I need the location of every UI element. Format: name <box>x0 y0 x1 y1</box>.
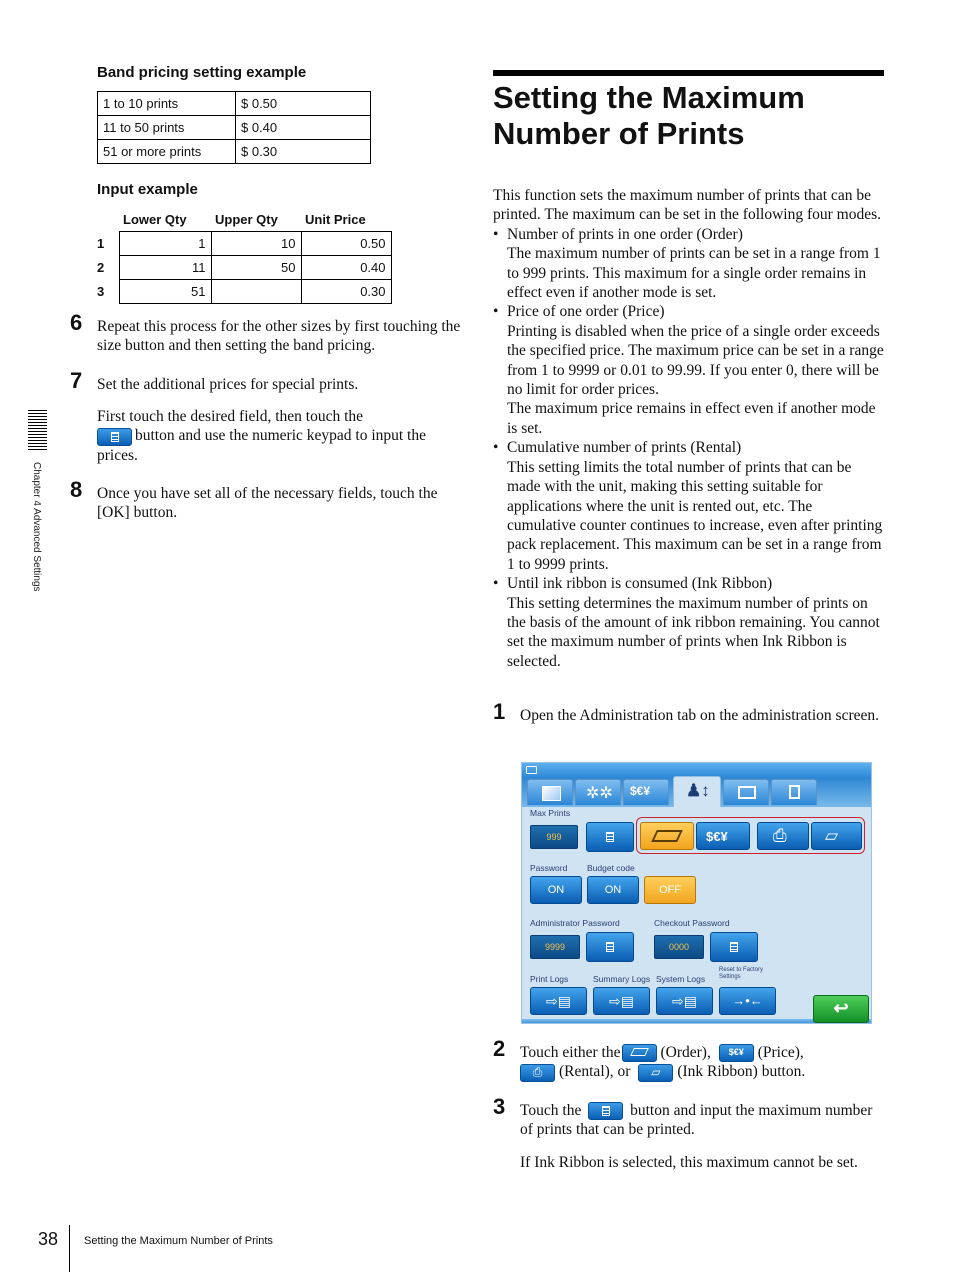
input-example-heading: Input example <box>97 181 198 198</box>
step-1-text: Open the Administration tab on the administration screen. <box>520 707 880 724</box>
order-button-icon <box>622 1044 657 1062</box>
admin-password-label: Administrator Password <box>530 918 620 928</box>
rental-mode-button[interactable] <box>757 822 809 850</box>
return-arrow-icon: ↩ <box>833 998 849 1018</box>
band-range-cell: 1 to 10 prints <box>98 92 236 116</box>
bullet-price <box>493 302 884 438</box>
band-price-cell: $ 0.50 <box>236 92 371 116</box>
bullet-order <box>493 225 884 303</box>
row-number: 1 <box>97 236 105 251</box>
step-2-line-2 <box>520 1062 884 1081</box>
step-8-number: 8 <box>70 477 83 502</box>
step-2-ink: (Ink Ribbon) button. <box>677 1063 806 1081</box>
tab-administration[interactable] <box>673 776 721 807</box>
step-7-sub-b: button and use the numeric keypad to input the prices. <box>97 427 426 464</box>
currency-icon: $€¥ <box>706 829 728 844</box>
table-header-row <box>97 207 391 232</box>
summary-logs-export-button[interactable] <box>593 987 650 1015</box>
step-2-a: Touch either the <box>520 1044 621 1061</box>
bullet-rental <box>493 438 884 574</box>
rental-button-icon: ⎙ <box>520 1064 555 1082</box>
ink-ribbon-button-icon: ▱ <box>638 1064 673 1082</box>
ink-ribbon-icon: ▱ <box>825 826 839 845</box>
calculator-icon <box>97 428 132 446</box>
footer-section-label: Setting the Maximum Number of Prints <box>84 1235 273 1247</box>
bullet-body: This setting determines the maximum number of prints on the basis of the amount of ink ribbon remaining. You cannot set the maximum number of prints when Ink Ribbon is selected. <box>507 594 880 670</box>
summary-logs-label: Summary Logs <box>593 974 651 984</box>
table-row <box>98 92 371 116</box>
step-2-order: (Order), <box>660 1044 711 1061</box>
ink-ribbon-mode-button[interactable] <box>811 822 862 850</box>
col-upper-qty: Upper Qty <box>215 211 278 227</box>
printer-icon: ⎙ <box>773 826 787 845</box>
title-rule <box>493 70 884 76</box>
step-7-text: Set the additional prices for special prints. <box>97 376 359 393</box>
footer-divider <box>69 1225 70 1272</box>
stack-of-prints-icon <box>651 830 683 842</box>
admin-user-icon: ♟↕ <box>686 781 710 800</box>
max-prints-calculator-button[interactable] <box>586 822 634 852</box>
step-3-number: 3 <box>493 1094 506 1119</box>
budget-on-button[interactable]: ON <box>587 876 639 904</box>
step-7-sub-b-line <box>97 426 462 465</box>
copy-icon <box>789 785 800 799</box>
max-prints-label: Max Prints <box>530 808 571 818</box>
admin-password-value: 9999 <box>530 935 580 959</box>
unit-price-cell: 0.40 <box>301 256 391 280</box>
tab-frame[interactable] <box>723 779 769 805</box>
budget-off-button[interactable]: OFF <box>644 876 696 904</box>
input-example-table <box>97 207 392 304</box>
tab-settings[interactable] <box>575 779 621 805</box>
max-prints-value: 999 <box>530 825 578 849</box>
band-price-cell: $ 0.40 <box>236 116 371 140</box>
reset-factory-button[interactable] <box>719 987 776 1015</box>
bullet-ink-ribbon <box>493 574 884 671</box>
step-6-text: Repeat this process for the other sizes by first touching the size button and then setting the band pricing. <box>97 318 461 355</box>
step-7-number: 7 <box>70 368 83 393</box>
bullet-body: Printing is disabled when the price of a single order exceeds the specified price. The maximum price can be set in a range from 1 to 9999 or 0.01 to 99.99. If you enter 0, there will be no limit for order prices. <box>507 322 884 399</box>
lower-qty-cell: 1 <box>119 232 211 256</box>
step-1-number: 1 <box>493 699 506 724</box>
page-title: Setting the Maximum Number of Prints <box>493 80 805 151</box>
step-3-b: button and input the maximum number of prints that can be printed. <box>520 1102 873 1139</box>
gear-icon: ✲✲ <box>586 785 613 802</box>
reset-arrows-icon: →•← <box>732 993 763 1008</box>
calculator-icon <box>588 1102 623 1120</box>
step-6-number: 6 <box>70 310 83 335</box>
print-logs-export-button[interactable] <box>530 987 587 1015</box>
export-arrow-icon: ⇨▤ <box>672 993 697 1009</box>
system-logs-export-button[interactable] <box>656 987 713 1015</box>
step-7-subtext <box>97 407 462 465</box>
admin-password-calculator-button[interactable] <box>586 932 634 962</box>
band-pricing-heading: Band pricing setting example <box>97 64 307 81</box>
intro-text <box>493 186 884 671</box>
intro-paragraph: This function sets the maximum number of prints that can be printed. The maximum can be set in the following four modes. <box>493 187 881 224</box>
tab-copy[interactable] <box>771 779 817 805</box>
table-row <box>97 256 391 280</box>
frame-icon <box>738 786 756 799</box>
band-range-cell: 11 to 50 prints <box>98 116 236 140</box>
table-row <box>97 232 391 256</box>
row-number: 2 <box>97 260 105 275</box>
chapter-thumb-tab <box>28 410 47 452</box>
export-arrow-icon: ⇨▤ <box>546 993 571 1009</box>
page-number: 38 <box>38 1229 59 1249</box>
lower-qty-cell: 51 <box>119 280 211 304</box>
band-price-cell: $ 0.30 <box>236 140 371 164</box>
band-pricing-table <box>97 91 371 164</box>
printer-status-icon <box>526 766 537 774</box>
password-on-button[interactable]: ON <box>530 876 582 904</box>
step-2-text <box>520 1043 884 1082</box>
step-2-line-1 <box>520 1043 884 1062</box>
price-button-icon: $€¥ <box>719 1044 754 1062</box>
step-2-price: (Price), <box>757 1044 804 1061</box>
lower-qty-cell: 11 <box>119 256 211 280</box>
stack-of-prints-icon <box>630 1048 649 1056</box>
tab-picture[interactable] <box>527 779 573 805</box>
bullet-body: The maximum number of prints can be set in a range from 1 to 999 prints. This maximum for a single order remains in effect even if another mode is set. <box>507 245 881 302</box>
bullet-head: • Until ink ribbon is consumed (Ink Ribbon) <box>507 575 773 593</box>
step-7-sub-a: First touch the desired field, then touch the <box>97 408 364 425</box>
bullet-body: This setting limits the total number of prints that can be made with the unit, making this setting suitable for applications where the unit is rented out, etc. The cumulative counter continues to increase, even after printing pack replacement. This maximum can be set in a range from 1 to 9999 prints. <box>507 458 883 573</box>
unit-price-cell: 0.30 <box>301 280 391 304</box>
col-lower-qty: Lower Qty <box>123 211 187 227</box>
step-3-note: If Ink Ribbon is selected, this maximum cannot be set. <box>520 1154 858 1171</box>
checkout-password-value: 0000 <box>654 935 704 959</box>
password-label: Password <box>530 863 568 873</box>
budget-code-label: Budget code <box>587 863 635 873</box>
order-mode-button[interactable] <box>640 822 694 850</box>
bullet-head: • Number of prints in one order (Order) <box>507 225 743 243</box>
upper-qty-cell <box>211 280 301 304</box>
upper-qty-cell: 50 <box>211 256 301 280</box>
export-arrow-icon: ⇨▤ <box>609 993 634 1009</box>
currency-icon: $€¥ <box>630 784 651 798</box>
chapter-side-label: Chapter 4 Advanced Settings <box>31 462 42 592</box>
step-2-rental: (Rental), or <box>559 1063 631 1081</box>
table-row <box>98 140 371 164</box>
reset-factory-label: Reset to Factory Settings <box>719 967 764 980</box>
bullet-head: • Price of one order (Price) <box>507 303 665 321</box>
table-row <box>97 280 391 304</box>
screen-top-bar <box>522 763 872 777</box>
picture-icon <box>542 786 561 801</box>
bullet-body-2: The maximum price remains in effect even if another mode is set. <box>507 400 876 437</box>
return-button[interactable] <box>813 995 869 1023</box>
checkout-password-label: Checkout Password <box>654 918 730 928</box>
table-row <box>98 116 371 140</box>
price-mode-button[interactable] <box>696 822 750 850</box>
bullet-head: • Cumulative number of prints (Rental) <box>507 439 742 457</box>
step-3-a: Touch the <box>520 1102 582 1119</box>
print-logs-label: Print Logs <box>530 974 569 984</box>
admin-screen-screenshot <box>521 762 872 1024</box>
unit-price-cell: 0.50 <box>301 232 391 256</box>
tab-price[interactable] <box>623 779 669 805</box>
row-number: 3 <box>97 284 105 299</box>
system-logs-label: System Logs <box>656 974 706 984</box>
col-unit-price: Unit Price <box>305 211 366 227</box>
upper-qty-cell: 10 <box>211 232 301 256</box>
step-3-text <box>520 1101 884 1140</box>
band-range-cell: 51 or more prints <box>98 140 236 164</box>
step-2-number: 2 <box>493 1036 506 1061</box>
checkout-password-calculator-button[interactable] <box>710 932 758 962</box>
step-8-text: Once you have set all of the necessary fields, touch the [OK] button. <box>97 485 438 522</box>
